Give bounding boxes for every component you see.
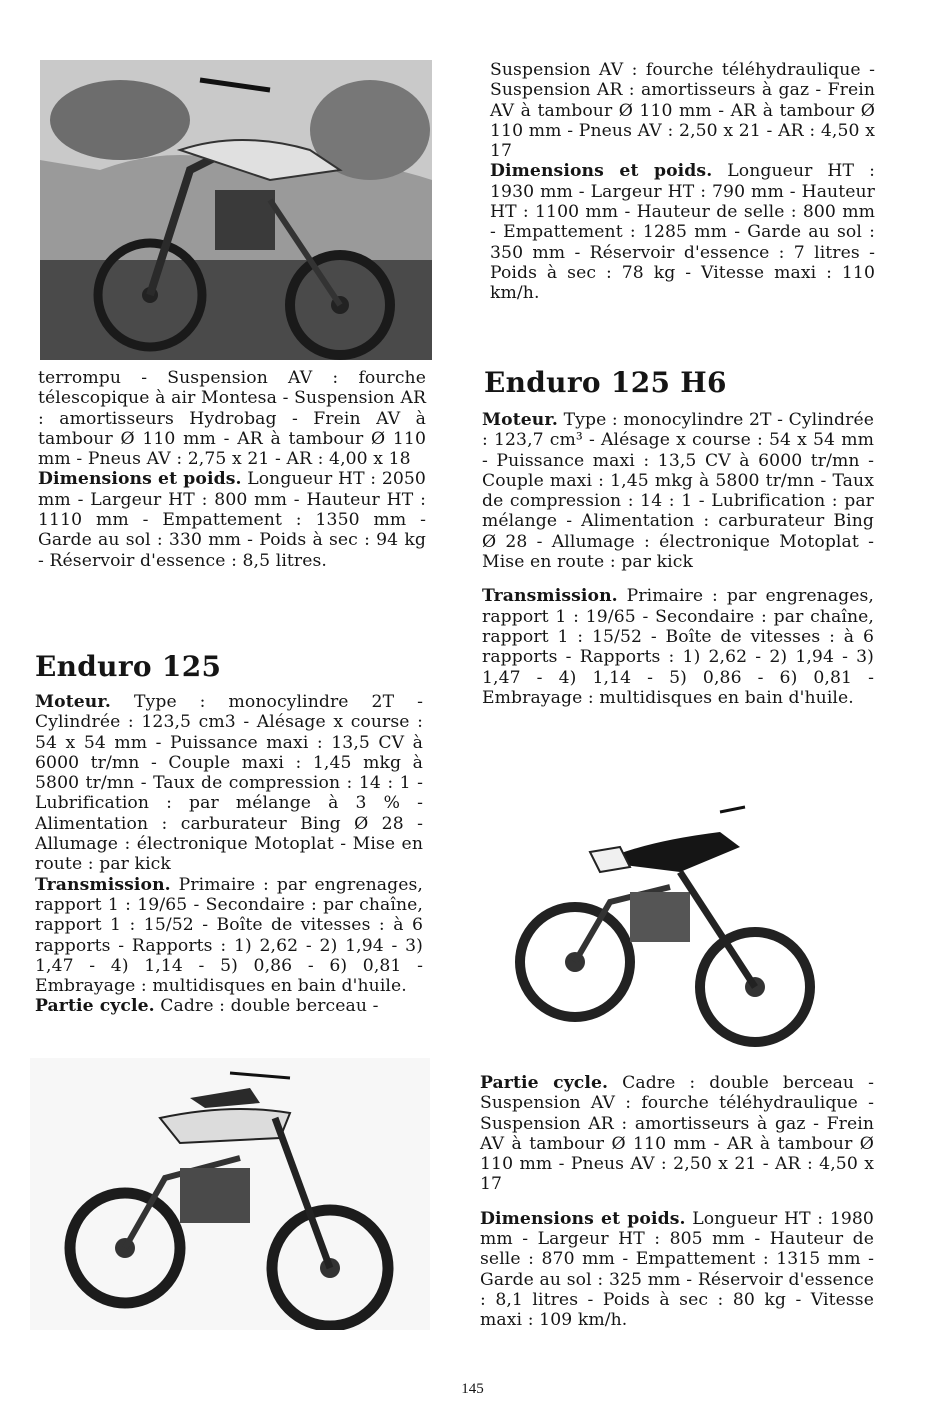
h6-moteur-label: Moteur. [482, 410, 559, 430]
left-top-text [38, 368, 426, 571]
enduro-125-transmission-text: Primaire : par engrenages, rapport 1 : 19/65 - Secondaire : par chaîne, rapport 1 : 15/52 - Boîte de vitesses : à 6 rapports - Rapports : 1) 2,62 - 2) 1,94 - 3) 1,47 - 4) 1,14 - 5) 0,86 - 6) 0,81 - Embrayage : multidisques en bain d'huile. [35, 874, 423, 997]
enduro-125-moteur-label: Moteur. [35, 692, 112, 712]
enduro-125-moteur-paragraph [35, 692, 423, 875]
h6-dimensions-text: Longueur HT : 1980 mm - Largeur HT : 805 mm - Hauteur de selle : 870 mm - Empattement : 1315 mm - Garde au sol : 325 mm - Réservoir d'essence : 8,1 litres - Poids à sec : 80 kg - Vitesse maxi : 109 km/h. [480, 1208, 874, 1331]
page-number: 145 [461, 1381, 484, 1397]
enduro-125-title: Enduro 125 [35, 650, 222, 683]
h6-transmission-paragraph [482, 586, 874, 708]
h6-partie-text: Cadre : double berceau - Suspension AV : fourche téléhydraulique - Suspension AR : amortisseurs à gaz - Frein AV à tambour Ø 110 mm - AR à tambour Ø 110 mm - Pneus AV : 2,50 x 21 - AR : 4,50 x 17 [480, 1073, 874, 1195]
h6-transmission-text: Primaire : par engrenages, rapport 1 : 19/65 - Secondaire : par chaîne, rapport 1 : 15/52 - Boîte de vitesses : à 6 rapports - Rapports : 1) 2,62 - 2) 1,94 - 3) 1,47 - 4) 1,14 - 5) 0,86 - 6) 0,81 - Embrayage : multidisques en bain d'huile. [482, 586, 874, 708]
enduro-125-moteur-text: Type : monocylindre 2T - Cylindrée : 123,5 cm3 - Alésage x course : 54 x 54 mm - Puissance maxi : 13,5 CV à 6000 tr/mn - Couple maxi : 1,45 mkg à 5800 tr/mn - Taux de compression : 14 : 1 - Lubrification : par mélange à 3 % - Alimentation : carburateur Bing Ø 28 - Allumage : électronique Motoplat - Mise en route : par kick [35, 692, 423, 875]
left-dimensions-paragraph [38, 469, 426, 570]
right-continuation-paragraph: Suspension AV : fourche téléhydraulique - Suspension AR : amortisseurs à gaz - Frein AV à tambour Ø 110 mm - AR à tambour Ø 110 mm - Pneus AV : 2,50 x 21 - AR : 4,50 x 17 [490, 60, 875, 162]
right-dimensions-text: Longueur HT : 1930 mm - Largeur HT : 790 mm - Hauteur HT : 1100 mm - Hauteur de selle : 800 mm - Empattement : 1285 mm - Garde au sol : 350 mm - Réservoir d'essence : 7 litres - Poids à sec : 78 kg - Vitesse maxi : 110 km/h. [490, 161, 875, 304]
trial-motorcycle-photo [40, 60, 432, 360]
h6-moteur-paragraph [482, 410, 874, 572]
h6-partie-paragraph [480, 1073, 874, 1195]
enduro-125-partie-text: Cadre : double berceau - [160, 996, 379, 1017]
enduro-125-partie-label: Partie cycle. [35, 996, 155, 1017]
enduro-125-h6-title: Enduro 125 H6 [484, 366, 727, 399]
enduro-125-h6-specs [482, 410, 874, 708]
enduro-125-transmission-label: Transmission. [35, 874, 171, 895]
h6-partie-label: Partie cycle. [480, 1073, 609, 1093]
enduro-125-transmission-paragraph [35, 875, 423, 997]
h6-transmission-label: Transmission. [482, 586, 618, 607]
h6-dimensions-label: Dimensions et poids. [480, 1208, 686, 1229]
enduro-125-photo [30, 1058, 430, 1330]
enduro-125-h6-photo [480, 792, 880, 1062]
enduro-125-specs [35, 692, 423, 1017]
left-dimensions-label: Dimensions et poids. [38, 469, 242, 490]
enduro-125-partie-paragraph [35, 996, 423, 1016]
h6-dimensions-paragraph [480, 1209, 874, 1331]
h6-moteur-text: Type : monocylindre 2T - Cylindrée : 123,7 cm³ - Alésage x course : 54 x 54 mm - Puissance maxi : 13,5 CV à 6000 tr/mn - Couple maxi : 1,45 mkg à 5800 tr/mn - Taux de compression : 14 : 1 - Lubrification : par mélange - Alimentation : carburateur Bing Ø 28 - Allumage : électronique Motoplat - Mise en route : par kick [482, 410, 875, 573]
left-dimensions-text: Longueur HT : 2050 mm - Largeur HT : 800 mm - Hauteur HT : 1110 mm - Empattement : 1350 mm - Garde au sol : 330 mm - Poids à sec : 94 kg - Réservoir d'essence : 8,5 litres. [38, 469, 426, 571]
enduro-125-h6-specs-bottom [480, 1073, 874, 1331]
left-continuation-paragraph: terrompu - Suspension AV : fourche télescopique à air Montesa - Suspension AR : amortisseurs Hydrobag - Frein AV à tambour Ø 110 mm - AR à tambour Ø 110 mm - Pneus AV : 2,75 x 21 - AR : 4,00 x 18 [38, 368, 426, 470]
right-dimensions-paragraph [490, 161, 875, 303]
right-dimensions-label: Dimensions et poids. [490, 161, 713, 182]
right-top-text [490, 60, 875, 304]
